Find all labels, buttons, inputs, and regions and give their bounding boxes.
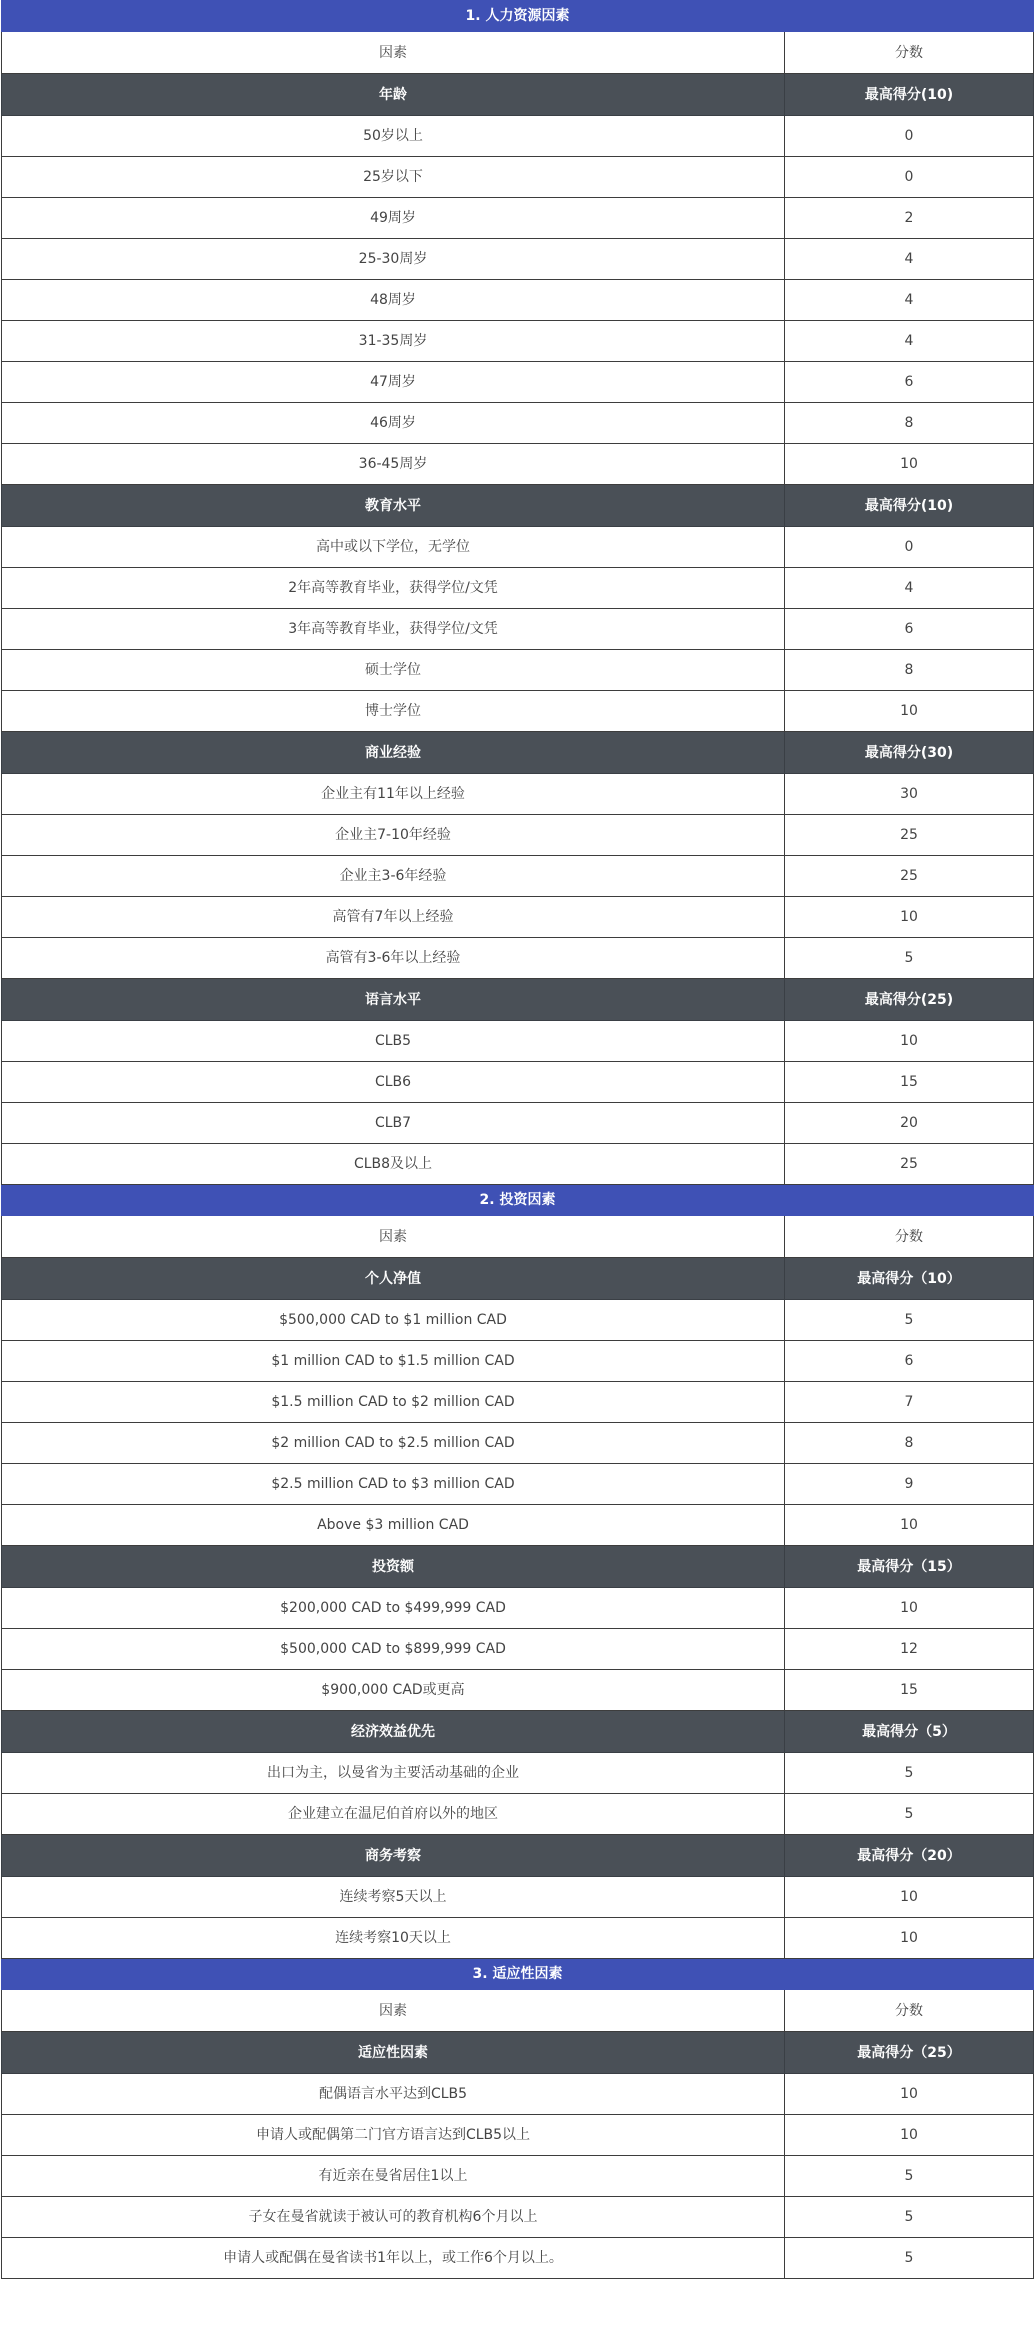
score-value: 8 (785, 403, 1034, 444)
table-row (2, 1062, 1034, 1103)
factor-label: 46周岁 (2, 403, 785, 444)
score-value: 10 (785, 1588, 1034, 1629)
category-row (2, 1711, 1034, 1753)
table-row (2, 2238, 1034, 2279)
score-column-header: 分数 (785, 32, 1034, 74)
category-name: 适应性因素 (2, 2032, 785, 2074)
table-row (2, 157, 1034, 198)
table-row (2, 897, 1034, 938)
table-row (2, 938, 1034, 979)
factor-label: 企业主7-10年经验 (2, 815, 785, 856)
table-body (2, 1, 1034, 2279)
factor-label: 2年高等教育毕业，获得学位/文凭 (2, 568, 785, 609)
table-row (2, 1423, 1034, 1464)
factor-label: $900,000 CAD或更高 (2, 1670, 785, 1711)
table-row (2, 856, 1034, 897)
score-value: 5 (785, 2197, 1034, 2238)
table-row (2, 1382, 1034, 1423)
score-value: 10 (785, 1877, 1034, 1918)
factor-label: 31-35周岁 (2, 321, 785, 362)
table-row (2, 1588, 1034, 1629)
score-value: 2 (785, 198, 1034, 239)
score-value: 5 (785, 1753, 1034, 1794)
column-header-row (2, 32, 1034, 74)
category-max-score: 最高得分（10） (785, 1258, 1034, 1300)
table-row (2, 1753, 1034, 1794)
score-value: 7 (785, 1382, 1034, 1423)
section-title: 1. 人力资源因素 (2, 1, 1034, 32)
score-value: 8 (785, 1423, 1034, 1464)
table-row (2, 774, 1034, 815)
table-row (2, 1505, 1034, 1546)
score-value: 4 (785, 568, 1034, 609)
score-column-header: 分数 (785, 1216, 1034, 1258)
factor-label: CLB6 (2, 1062, 785, 1103)
table-row (2, 815, 1034, 856)
table-row (2, 1670, 1034, 1711)
table-row (2, 2197, 1034, 2238)
score-value: 10 (785, 1505, 1034, 1546)
category-name: 个人净值 (2, 1258, 785, 1300)
factor-label: 配偶语言水平达到CLB5 (2, 2074, 785, 2115)
factor-label: Above $3 million CAD (2, 1505, 785, 1546)
factor-label: 25-30周岁 (2, 239, 785, 280)
table-row (2, 650, 1034, 691)
score-value: 10 (785, 691, 1034, 732)
table-row (2, 239, 1034, 280)
factor-label: 出口为主，以曼省为主要活动基础的企业 (2, 1753, 785, 1794)
category-row (2, 979, 1034, 1021)
factor-label: 49周岁 (2, 198, 785, 239)
table-row (2, 2115, 1034, 2156)
score-value: 0 (785, 116, 1034, 157)
score-table (1, 0, 1034, 2279)
factor-label: 博士学位 (2, 691, 785, 732)
category-max-score: 最高得分(30) (785, 732, 1034, 774)
factor-label: CLB7 (2, 1103, 785, 1144)
category-row (2, 1258, 1034, 1300)
score-value: 30 (785, 774, 1034, 815)
factor-label: 3年高等教育毕业，获得学位/文凭 (2, 609, 785, 650)
table-row (2, 1629, 1034, 1670)
table-row (2, 1918, 1034, 1959)
factor-label: 申请人或配偶第二门官方语言达到CLB5以上 (2, 2115, 785, 2156)
score-value: 0 (785, 527, 1034, 568)
factor-label: $1 million CAD to $1.5 million CAD (2, 1341, 785, 1382)
category-row (2, 2032, 1034, 2074)
factor-label: 企业建立在温尼伯首府以外的地区 (2, 1794, 785, 1835)
category-max-score: 最高得分（15） (785, 1546, 1034, 1588)
factor-label: 企业主3-6年经验 (2, 856, 785, 897)
category-name: 投资额 (2, 1546, 785, 1588)
factor-label: CLB5 (2, 1021, 785, 1062)
table-row (2, 1300, 1034, 1341)
score-value: 15 (785, 1062, 1034, 1103)
table-row (2, 362, 1034, 403)
score-value: 9 (785, 1464, 1034, 1505)
table-row (2, 403, 1034, 444)
score-value: 10 (785, 444, 1034, 485)
score-value: 0 (785, 157, 1034, 198)
factor-label: 36-45周岁 (2, 444, 785, 485)
category-name: 年龄 (2, 74, 785, 116)
category-max-score: 最高得分（5） (785, 1711, 1034, 1753)
table-row (2, 527, 1034, 568)
factor-label: 高管有7年以上经验 (2, 897, 785, 938)
table-row (2, 2074, 1034, 2115)
score-value: 25 (785, 815, 1034, 856)
factor-label: 48周岁 (2, 280, 785, 321)
score-value: 25 (785, 856, 1034, 897)
score-value: 6 (785, 609, 1034, 650)
table-row (2, 1794, 1034, 1835)
factor-label: $1.5 million CAD to $2 million CAD (2, 1382, 785, 1423)
factor-label: 连续考察10天以上 (2, 1918, 785, 1959)
section-title: 2. 投资因素 (2, 1185, 1034, 1216)
factor-label: 企业主有11年以上经验 (2, 774, 785, 815)
table-row (2, 691, 1034, 732)
table-row (2, 1464, 1034, 1505)
factor-label: $2 million CAD to $2.5 million CAD (2, 1423, 785, 1464)
score-value: 10 (785, 2074, 1034, 2115)
section-title-row (2, 1185, 1034, 1216)
score-value: 25 (785, 1144, 1034, 1185)
factor-label: 50岁以上 (2, 116, 785, 157)
table-row (2, 1021, 1034, 1062)
score-value: 10 (785, 2115, 1034, 2156)
category-name: 商务考察 (2, 1835, 785, 1877)
score-value: 10 (785, 1021, 1034, 1062)
category-max-score: 最高得分（20） (785, 1835, 1034, 1877)
factor-label: $500,000 CAD to $1 million CAD (2, 1300, 785, 1341)
factor-label: 子女在曼省就读于被认可的教育机构6个月以上 (2, 2197, 785, 2238)
score-value: 4 (785, 280, 1034, 321)
category-max-score: 最高得分(10) (785, 485, 1034, 527)
score-value: 15 (785, 1670, 1034, 1711)
column-header-row (2, 1216, 1034, 1258)
table-row (2, 444, 1034, 485)
score-value: 4 (785, 321, 1034, 362)
factor-label: 25岁以下 (2, 157, 785, 198)
score-value: 10 (785, 897, 1034, 938)
table-row (2, 2156, 1034, 2197)
factor-label: $200,000 CAD to $499,999 CAD (2, 1588, 785, 1629)
score-column-header: 分数 (785, 1990, 1034, 2032)
category-max-score: 最高得分(25) (785, 979, 1034, 1021)
category-name: 语言水平 (2, 979, 785, 1021)
score-value: 5 (785, 1794, 1034, 1835)
factor-label: 47周岁 (2, 362, 785, 403)
table-row (2, 280, 1034, 321)
column-header-row (2, 1990, 1034, 2032)
factor-label: 连续考察5天以上 (2, 1877, 785, 1918)
category-name: 商业经验 (2, 732, 785, 774)
score-value: 4 (785, 239, 1034, 280)
section-title: 3. 适应性因素 (2, 1959, 1034, 1990)
score-value: 20 (785, 1103, 1034, 1144)
category-row (2, 74, 1034, 116)
score-value: 5 (785, 1300, 1034, 1341)
table-row (2, 116, 1034, 157)
score-value: 5 (785, 2238, 1034, 2279)
category-row (2, 1546, 1034, 1588)
category-name: 教育水平 (2, 485, 785, 527)
category-row (2, 1835, 1034, 1877)
factor-column-header: 因素 (2, 1216, 785, 1258)
score-value: 5 (785, 938, 1034, 979)
category-max-score: 最高得分(10) (785, 74, 1034, 116)
score-value: 8 (785, 650, 1034, 691)
score-value: 6 (785, 1341, 1034, 1382)
category-max-score: 最高得分（25） (785, 2032, 1034, 2074)
table-row (2, 1877, 1034, 1918)
table-row (2, 568, 1034, 609)
score-value: 10 (785, 1918, 1034, 1959)
factor-label: 有近亲在曼省居住1以上 (2, 2156, 785, 2197)
score-value: 6 (785, 362, 1034, 403)
table-row (2, 321, 1034, 362)
factor-column-header: 因素 (2, 1990, 785, 2032)
category-row (2, 732, 1034, 774)
table-row (2, 198, 1034, 239)
factor-label: $500,000 CAD to $899,999 CAD (2, 1629, 785, 1670)
section-title-row (2, 1959, 1034, 1990)
score-value: 12 (785, 1629, 1034, 1670)
factor-column-header: 因素 (2, 32, 785, 74)
table-row (2, 1341, 1034, 1382)
category-name: 经济效益优先 (2, 1711, 785, 1753)
score-value: 5 (785, 2156, 1034, 2197)
factor-label: $2.5 million CAD to $3 million CAD (2, 1464, 785, 1505)
factor-label: 高中或以下学位，无学位 (2, 527, 785, 568)
section-title-row (2, 1, 1034, 32)
factor-label: CLB8及以上 (2, 1144, 785, 1185)
factor-label: 高管有3-6年以上经验 (2, 938, 785, 979)
category-row (2, 485, 1034, 527)
factor-label: 硕士学位 (2, 650, 785, 691)
table-row (2, 609, 1034, 650)
table-row (2, 1144, 1034, 1185)
table-row (2, 1103, 1034, 1144)
factor-label: 申请人或配偶在曼省读书1年以上，或工作6个月以上。 (2, 2238, 785, 2279)
